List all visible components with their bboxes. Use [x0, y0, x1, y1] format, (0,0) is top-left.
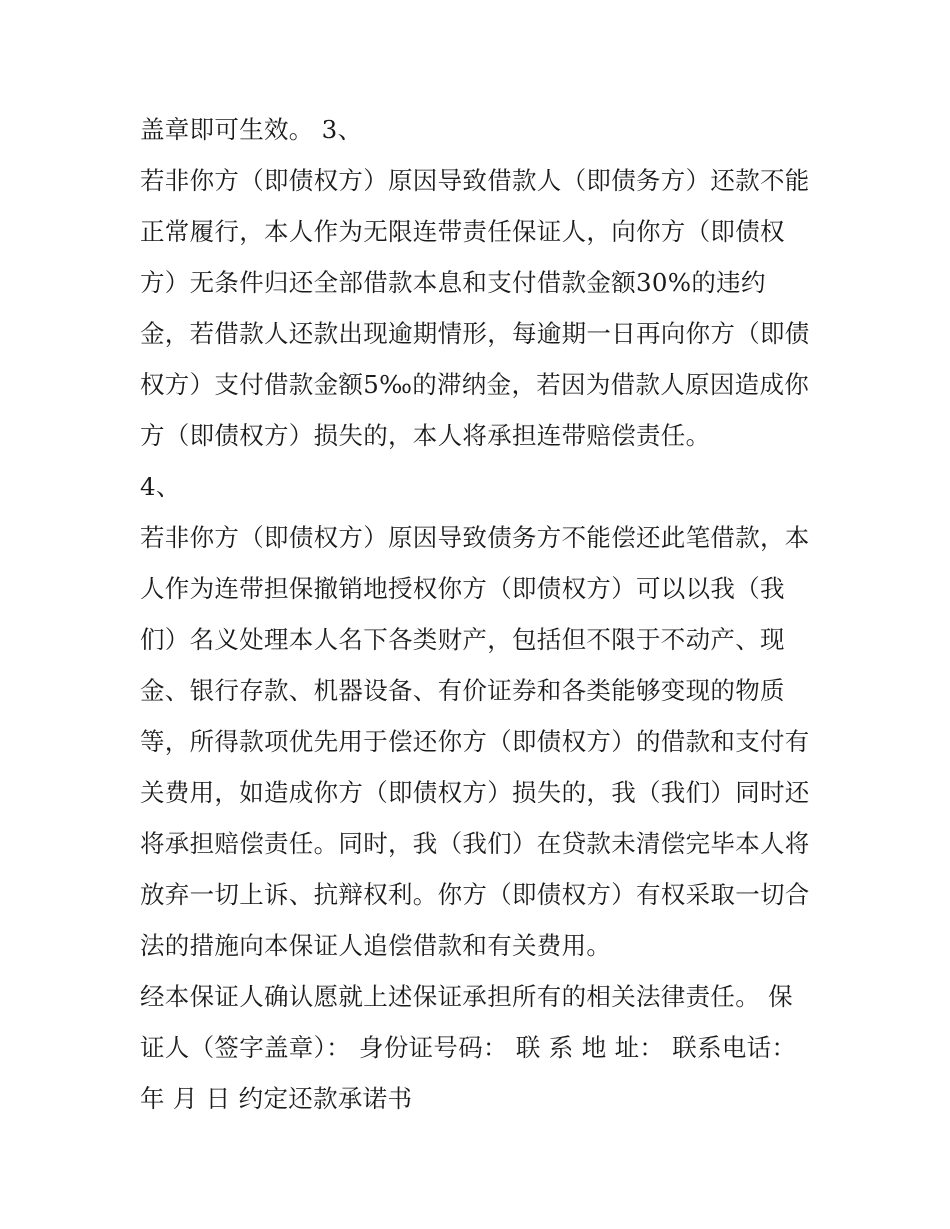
clause-number: 4、	[140, 472, 181, 501]
text-line: 金，若借款人还款出现逾期情形，每逾期一日再向你方（即债	[140, 319, 810, 348]
text-line: 方（即债权方）损失的，本人将承担连带赔偿责任。	[140, 421, 711, 450]
text-line: 关费用，如造成你方（即债权方）损失的，我（我们）同时还	[140, 778, 810, 807]
text-line: 正常履行，本人作为无限连带责任保证人，向你方（即债权	[140, 217, 785, 246]
text-line: 权方）支付借款金额5‰的滞纳金，若因为借款人原因造成你	[140, 370, 810, 399]
text-line: 金、银行存款、机器设备、有价证券和各类能够变现的物质	[140, 676, 785, 705]
text-line: 方）无条件归还全部借款本息和支付借款金额30%的违约	[140, 268, 766, 297]
text-line: 若非你方（即债权方）原因导致借款人（即债务方）还款不能	[140, 166, 810, 195]
text-line: 经本保证人确认愿就上述保证承担所有的相关法律责任。 保	[140, 982, 793, 1011]
text-line: 们）名义处理本人名下各类财产，包括但不限于不动产、现	[140, 625, 785, 654]
signature-fields: 证人（签字盖章）： 身份证号码： 联 系 地 址： 联系电话：	[140, 1033, 797, 1062]
text-line: 人作为连带担保撤销地授权你方（即债权方）可以以我（我	[140, 574, 785, 603]
guarantee-text	[140, 104, 820, 1124]
text-line: 盖章即可生效。 3、	[140, 115, 363, 144]
date-and-title: 年 月 日 约定还款承诺书	[140, 1084, 413, 1113]
text-line: 等，所得款项优先用于偿还你方（即债权方）的借款和支付有	[140, 727, 810, 756]
text-line: 法的措施向本保证人追偿借款和有关费用。	[140, 931, 612, 960]
text-line: 将承担赔偿责任。同时，我（我们）在贷款未清偿完毕本人将	[140, 829, 810, 858]
text-line: 若非你方（即债权方）原因导致债务方不能偿还此笔借款，本	[140, 523, 810, 552]
text-line: 放弃一切上诉、抗辩权利。你方（即债权方）有权采取一切合	[140, 880, 810, 909]
